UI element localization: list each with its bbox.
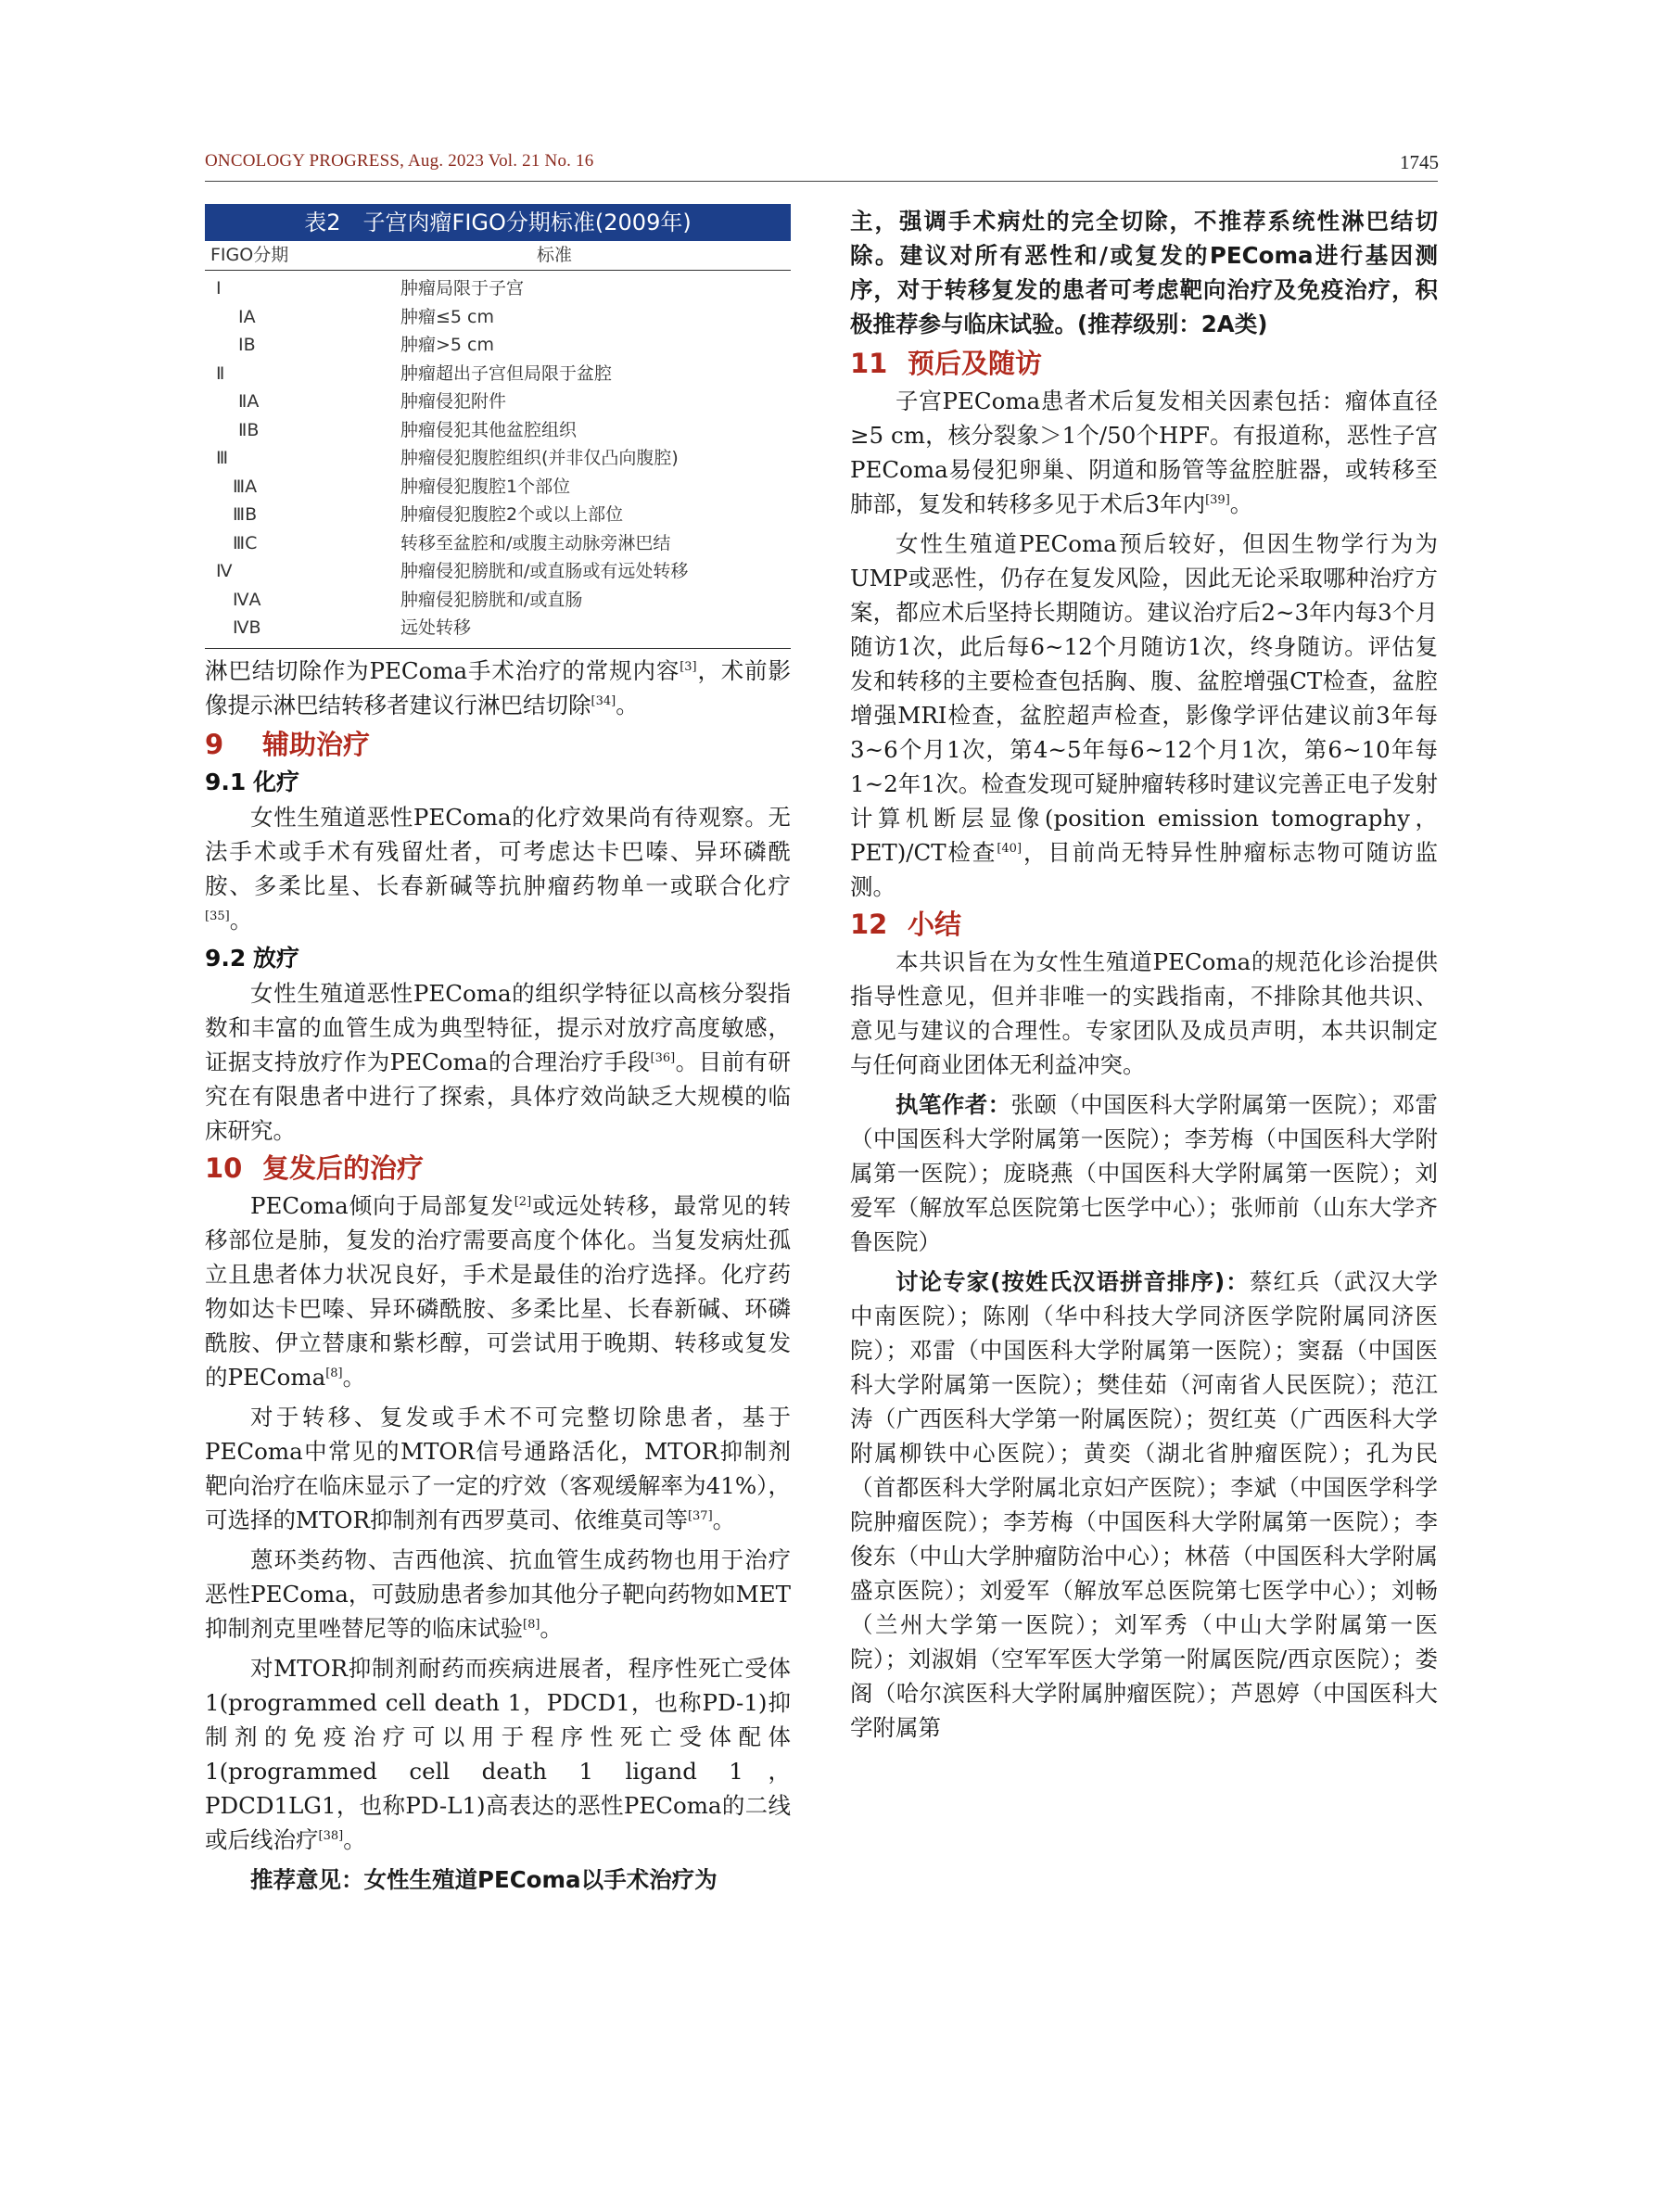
table-cell-criteria: 肿瘤>5 cm bbox=[400, 335, 495, 355]
figo-staging-table bbox=[205, 204, 791, 649]
table-row bbox=[205, 614, 791, 642]
table-cell-criteria: 肿瘤侵犯其他盆腔组织 bbox=[400, 419, 578, 440]
table-row bbox=[205, 331, 791, 360]
table-row bbox=[205, 388, 791, 416]
table-cell-stage: ⅡA bbox=[238, 391, 260, 412]
experts-label: 讨论专家(按姓氏汉语拼音排序)： bbox=[896, 1268, 1250, 1295]
table-row bbox=[205, 444, 791, 473]
table-header-criteria: 标准 bbox=[536, 245, 572, 265]
running-header-journal: ONCOLOGY PROGRESS, Aug. 2023 Vol. 21 No. 16 bbox=[205, 151, 594, 171]
table-cell-criteria: 肿瘤侵犯附件 bbox=[400, 391, 507, 412]
table-row bbox=[205, 473, 791, 502]
table-cell-criteria: 肿瘤侵犯膀胱和/或直肠 bbox=[400, 589, 583, 610]
experts-list: 蔡红兵（武汉大学中南医院）；陈刚（华中科技大学同济医学院附属同济医院）；邓雷（中国医科大学附属第一医院）；窦磊（中国医科大学附属第一医院）；樊佳茹（河南省人民医院）；范江涛（广西医科大学第一附属医院）；贺红英（广西医科大学附属柳铁中心医院）；黄奕（湖北省肿瘤医院）；孔为民（首都医科大学附属北京妇产医院）；李斌（中国医学科学院肿瘤医院）；李芳梅（中国医科大学附属第一医院）；李俊东（中山大学肿瘤防治中心）；林蓓（中国医科大学附属盛京医院）；刘爱军（解放军总医院第七医学中心）；刘畅（兰州大学第一医院）；刘军秀（中山大学附属第一医院）；刘淑娟（空军军医大学第一附属医院/西京医院）；娄阁（哈尔滨医科大学附属肿瘤医院）；芦恩婷（中国医科大学附属第 bbox=[850, 1268, 1438, 1741]
table-cell-stage: ⅢA bbox=[233, 476, 258, 497]
table-title: 表2 子宫肉瘤FIGO分期标准(2009年) bbox=[205, 204, 791, 241]
section-9-heading: 9 辅助治疗 bbox=[205, 728, 371, 760]
section-12-heading: 12 小结 bbox=[850, 909, 962, 940]
paragraph-recurrence-1: PEComa倾向于局部复发[2]或远处转移，最常见的转移部位是肺，复发的治疗需要高度个体化。当复发病灶孤立且患者体力状况良好，手术是最佳的治疗选择。化疗药物如达卡巴嗪、异环磷酰胺、多柔比星、长春新碱、环磷酰胺、伊立替康和紫杉醇，可尝试用于晚期、转移或复发的PEComa[8]。 bbox=[205, 1191, 791, 1391]
table-row bbox=[205, 529, 791, 558]
table-cell-criteria: 肿瘤局限于子宫 bbox=[400, 278, 525, 299]
table-body bbox=[205, 271, 791, 649]
table-row bbox=[205, 360, 791, 388]
paragraph-radiotherapy: 女性生殖道恶性PEComa的组织学特征以高核分裂指数和丰富的血管生成为典型特征，提示对放疗高度敏感，证据支持放疗作为PEComa的合理治疗手段[36]。目前有研究在有限患者中进行了探索，具体疗效尚缺乏大规模的临床研究。 bbox=[205, 979, 792, 1144]
table-row bbox=[205, 274, 791, 303]
paragraph-recurrence-2: 对于转移、复发或手术不可完整切除患者，基于PEComa中常见的MTOR信号通路活化，MTOR抑制剂靶向治疗在临床显示了一定的疗效（客观缓解率为41%），可选择的MTOR抑制剂有西罗莫司、依维莫司等[37]。 bbox=[205, 1403, 791, 1533]
table-header-stage: FIGO分期 bbox=[210, 245, 289, 265]
paragraph-prognosis-1: 子宫PEComa患者术后复发相关因素包括：瘤体直径≥5 cm，核分裂象＞1个/50个HPF。有报道称，恶性子宫PEComa易侵犯卵巢、阴道和肠管等盆腔脏器，或转移至肺部，复发和转移多见于术后3年内[39]。 bbox=[850, 388, 1438, 517]
page-number: 1745 bbox=[1400, 151, 1439, 173]
table-cell-stage: ⅣB bbox=[233, 617, 261, 638]
table-cell-stage: ⅣA bbox=[233, 589, 261, 610]
table-cell-criteria: 肿瘤侵犯膀胱和/或直肠或有远处转移 bbox=[400, 561, 689, 581]
section-11-heading: 11 预后及随访 bbox=[850, 348, 1043, 379]
paragraph-authors bbox=[850, 1087, 1438, 1259]
table-cell-criteria: 远处转移 bbox=[400, 617, 472, 638]
table-row bbox=[205, 557, 791, 586]
section-9-1-heading: 9.1 化疗 bbox=[205, 768, 300, 795]
table-cell-criteria: 肿瘤侵犯腹腔2个或以上部位 bbox=[400, 504, 624, 525]
table-cell-stage: Ⅰ bbox=[216, 278, 222, 299]
paragraph-lymph-continuation: 淋巴结切除作为PEComa手术治疗的常规内容[3]，术前影像提示淋巴结转移者建议行淋巴结切除[34]。 bbox=[205, 656, 792, 718]
paragraph-summary: 本共识旨在为女性生殖道PEComa的规范化诊治提供指导性意见，但并非唯一的实践指南，不排除其他共识、意见与建议的合理性。专家团队及成员声明，本共识制定与任何商业团体无利益冲突。 bbox=[850, 948, 1438, 1078]
authors-list: 张颐（中国医科大学附属第一医院）；邓雷（中国医科大学附属第一医院）；李芳梅（中国医科大学附属第一医院）；庞晓燕（中国医科大学附属第一医院）；刘爱军（解放军总医院第七医学中心）；张师前（山东大学齐鲁医院） bbox=[850, 1091, 1439, 1255]
table-cell-criteria: 肿瘤≤5 cm bbox=[400, 306, 495, 327]
recommendation-continuation: 主，强调手术病灶的完全切除，不推荐系统性淋巴结切除。建议对所有恶性和/或复发的PEComa进行基因测序，对于转移复发的患者可考虑靶向治疗及免疫治疗，积极推荐参与临床试验。(推荐级别：2A类) bbox=[850, 208, 1438, 337]
table-row bbox=[205, 501, 791, 529]
table-row bbox=[205, 586, 791, 615]
paragraph-prognosis-2: 女性生殖道PEComa预后较好，但因生物学行为为UMP或恶性，仍存在复发风险，因此无论采取哪种治疗方案，都应术后坚持长期随访。建议治疗后2~3年内每3个月随访1次，此后每6~12个月随访1次，终身随访。评估复发和转移的主要检查包括胸、腹、盆腔增强CT检查，盆腔增强MRI检查，盆腔超声检查，影像学评估建议前3年每3~6个月1次，第4~5年每6~12个月1次，第6~10年每1~2年1次。检查发现可疑肿瘤转移时建议完善正电子发射计算机断层显像(position emission tomography，PET)/CT检查[40]，目前尚无特异性肿瘤标志物可随访监测。 bbox=[850, 530, 1438, 900]
authors-label: 执笔作者： bbox=[896, 1091, 1011, 1118]
recommendation-start: 推荐意见：女性生殖道PEComa以手术治疗为 bbox=[250, 1865, 718, 1893]
table-cell-stage: ⅠB bbox=[238, 335, 256, 355]
paragraph-chemotherapy: 女性生殖道恶性PEComa的化疗效果尚有待观察。无法手术或手术有残留灶者，可考虑达卡巴嗪、异环磷酰胺、多柔比星、长春新碱等抗肿瘤药物单一或联合化疗[35]。 bbox=[205, 803, 791, 934]
paragraph-recurrence-3: 蒽环类药物、吉西他滨、抗血管生成药物也用于治疗恶性PEComa，可鼓励患者参加其他分子靶向药物如MET抑制剂克里唑替尼等的临床试验[8]。 bbox=[205, 1545, 791, 1642]
left-column bbox=[205, 204, 791, 1897]
table-cell-stage: Ⅲ bbox=[216, 448, 229, 468]
right-column bbox=[850, 204, 1438, 1745]
section-10-heading: 10 复发后的治疗 bbox=[205, 1151, 425, 1184]
table-cell-stage: ⅢC bbox=[233, 532, 258, 553]
table-header-row bbox=[205, 241, 791, 271]
table-cell-criteria: 肿瘤侵犯腹腔组织(并非仅凸向腹腔) bbox=[400, 448, 679, 468]
table-cell-criteria: 肿瘤超出子宫但局限于盆腔 bbox=[400, 362, 613, 384]
table-row bbox=[205, 416, 791, 445]
paragraph-experts bbox=[850, 1265, 1438, 1745]
header-rule bbox=[205, 181, 1438, 182]
table-cell-stage: Ⅱ bbox=[216, 362, 225, 384]
paragraph-recurrence-4: 对MTOR抑制剂耐药而疾病进展者，程序性死亡受体1(programmed cell death 1，PDCD1，也称PD-1)抑制剂的免疫治疗可以用于程序性死亡受体配体1(programmed cell death 1 ligand 1，PDCD1LG1，也称PD-L1)高表达的恶性PEComa的二线或后线治疗[38]。 bbox=[205, 1654, 791, 1853]
table-row bbox=[205, 303, 791, 332]
section-9-2-heading: 9.2 放疗 bbox=[205, 944, 300, 972]
table-cell-stage: ⅢB bbox=[233, 504, 258, 525]
table-cell-criteria: 转移至盆腔和/或腹主动脉旁淋巴结 bbox=[400, 532, 671, 553]
table-cell-stage: ⅠA bbox=[238, 306, 256, 327]
table-cell-criteria: 肿瘤侵犯腹腔1个部位 bbox=[400, 476, 571, 497]
table-cell-stage: ⅡB bbox=[238, 419, 260, 440]
table-cell-stage: Ⅳ bbox=[216, 561, 233, 581]
